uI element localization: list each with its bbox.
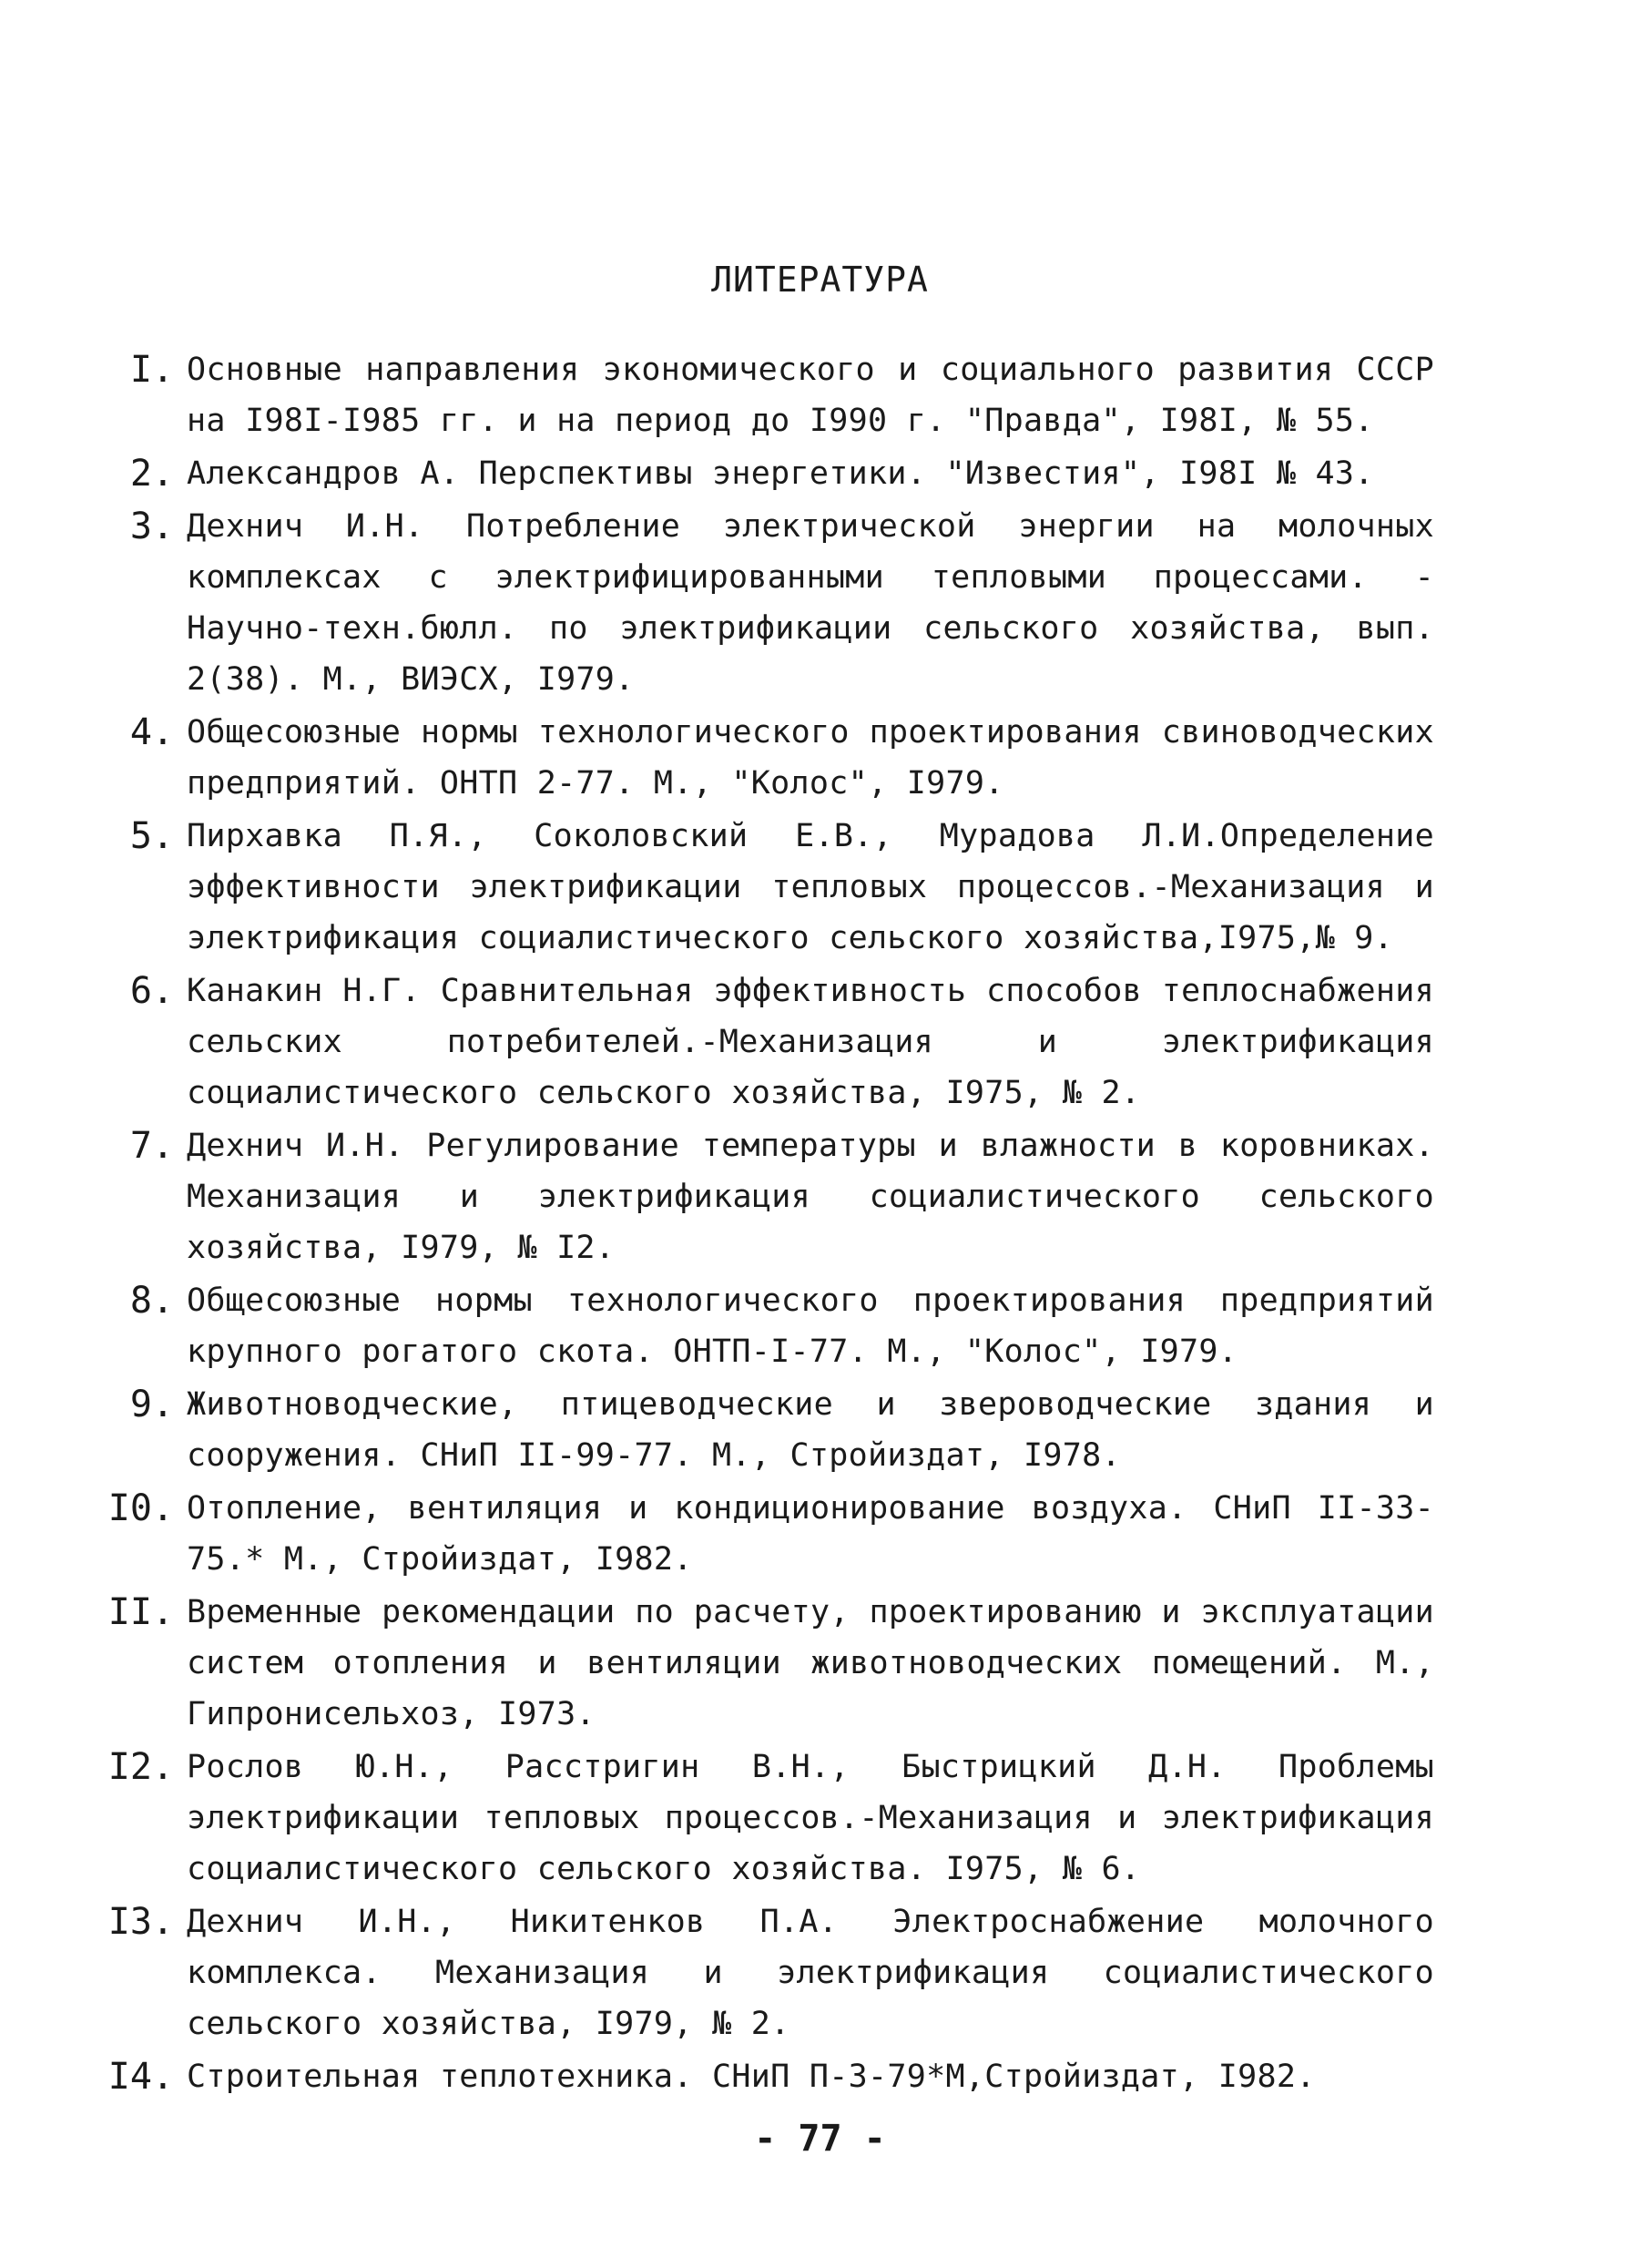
- list-item: [87, 1275, 1434, 1377]
- list-item: [87, 1379, 1434, 1481]
- list-item: [87, 344, 1434, 446]
- list-item: [87, 501, 1434, 705]
- reference-text: Дехнич И.Н. Потребление электрической энергии на молочных комплексах с электрифицированными тепловыми процессами. - Научно-техн.бюлл. по электрификации сельского хозяйства, вып. 2(38). М., ВИЭСХ, I979.: [187, 508, 1434, 698]
- reference-number: 2.: [129, 453, 174, 495]
- reference-number: I3.: [107, 1901, 174, 1943]
- reference-list: [87, 344, 1434, 2104]
- reference-number: 3.: [129, 506, 174, 547]
- list-item: [87, 1587, 1434, 1740]
- reference-text: Дехнич И.Н., Никитенков П.А. Электроснабжение молочного комплекса. Механизация и электрификация социалистического сельского хозяйства, I979, № 2.: [187, 1904, 1434, 2042]
- list-item: [87, 707, 1434, 809]
- reference-number: 5.: [129, 815, 174, 857]
- list-item: [87, 1742, 1434, 1895]
- reference-text: Рослов Ю.Н., Расстригин В.Н., Быстрицкий Д.Н. Проблемы электрификации тепловых процессов.-Механизация и электрификация социалистического сельского хозяйства. I975, № 6.: [187, 1749, 1434, 1887]
- reference-number: 7.: [129, 1125, 174, 1167]
- reference-number: 4.: [129, 711, 174, 753]
- list-item: [87, 448, 1434, 499]
- list-item: [87, 965, 1434, 1119]
- reference-text: Общесоюзные нормы технологического проектирования свиноводческих предприятий. ОНТП 2-77. М., "Колос", I979.: [187, 714, 1434, 802]
- reference-text: Дехнич И.Н. Регулирование температуры и влажности в коровниках. Механизация и электрификация социалистического сельского хозяйства, I979, № I2.: [187, 1128, 1434, 1266]
- page-number: - 77 -: [754, 2118, 886, 2160]
- reference-number: I0.: [107, 1487, 174, 1529]
- reference-text: Отопление, вентиляция и кондиционирование воздуха. СНиП II-33-75.* М., Стройиздат, I982.: [187, 1490, 1434, 1578]
- reference-number: I4.: [107, 2056, 174, 2098]
- list-item: [87, 2051, 1434, 2102]
- reference-number: II.: [107, 1591, 174, 1633]
- list-item: [87, 1120, 1434, 1273]
- reference-number: 8.: [129, 1280, 174, 1322]
- reference-number: I.: [129, 349, 174, 391]
- list-item: [87, 811, 1434, 964]
- list-item: [87, 1483, 1434, 1585]
- reference-text: Пирхавка П.Я., Соколовский Е.В., Мурадова Л.И.Определение эффективности электрификации тепловых процессов.-Механизация и электрификация социалистического сельского хозяйства,I975,№ 9.: [187, 818, 1434, 956]
- page-title: ЛИТЕРАТУРА: [711, 260, 929, 300]
- list-item: [87, 1896, 1434, 2049]
- reference-text: Строительная теплотехника. СНиП П-3-79*М,Стройиздат, I982.: [187, 2059, 1316, 2095]
- reference-text: Александров А. Перспективы энергетики. "Известия", I98I № 43.: [187, 455, 1374, 492]
- reference-text: Канакин Н.Г. Сравнительная эффективность способов теплоснабжения сельских потребителей.-Механизация и электрификация социалистического сельского хозяйства, I975, № 2.: [187, 973, 1434, 1111]
- reference-text: Основные направления экономического и социального развития СССР на I98I-I985 гг. и на период до I990 г. "Правда", I98I, № 55.: [187, 352, 1434, 439]
- reference-number: 6.: [129, 970, 174, 1012]
- reference-text: Временные рекомендации по расчету, проектированию и эксплуатации систем отопления и вентиляции животноводческих помещений. М., Гипронисельхоз, I973.: [187, 1594, 1434, 1732]
- reference-number: 9.: [129, 1384, 174, 1425]
- reference-text: Общесоюзные нормы технологического проектирования предприятий крупного рогатого скота. ОНТП-I-77. М., "Колос", I979.: [187, 1282, 1434, 1370]
- reference-text: Животноводческие, птицеводческие и звероводческие здания и сооружения. СНиП II-99-77. М., Стройиздат, I978.: [187, 1386, 1434, 1474]
- reference-number: I2.: [107, 1746, 174, 1788]
